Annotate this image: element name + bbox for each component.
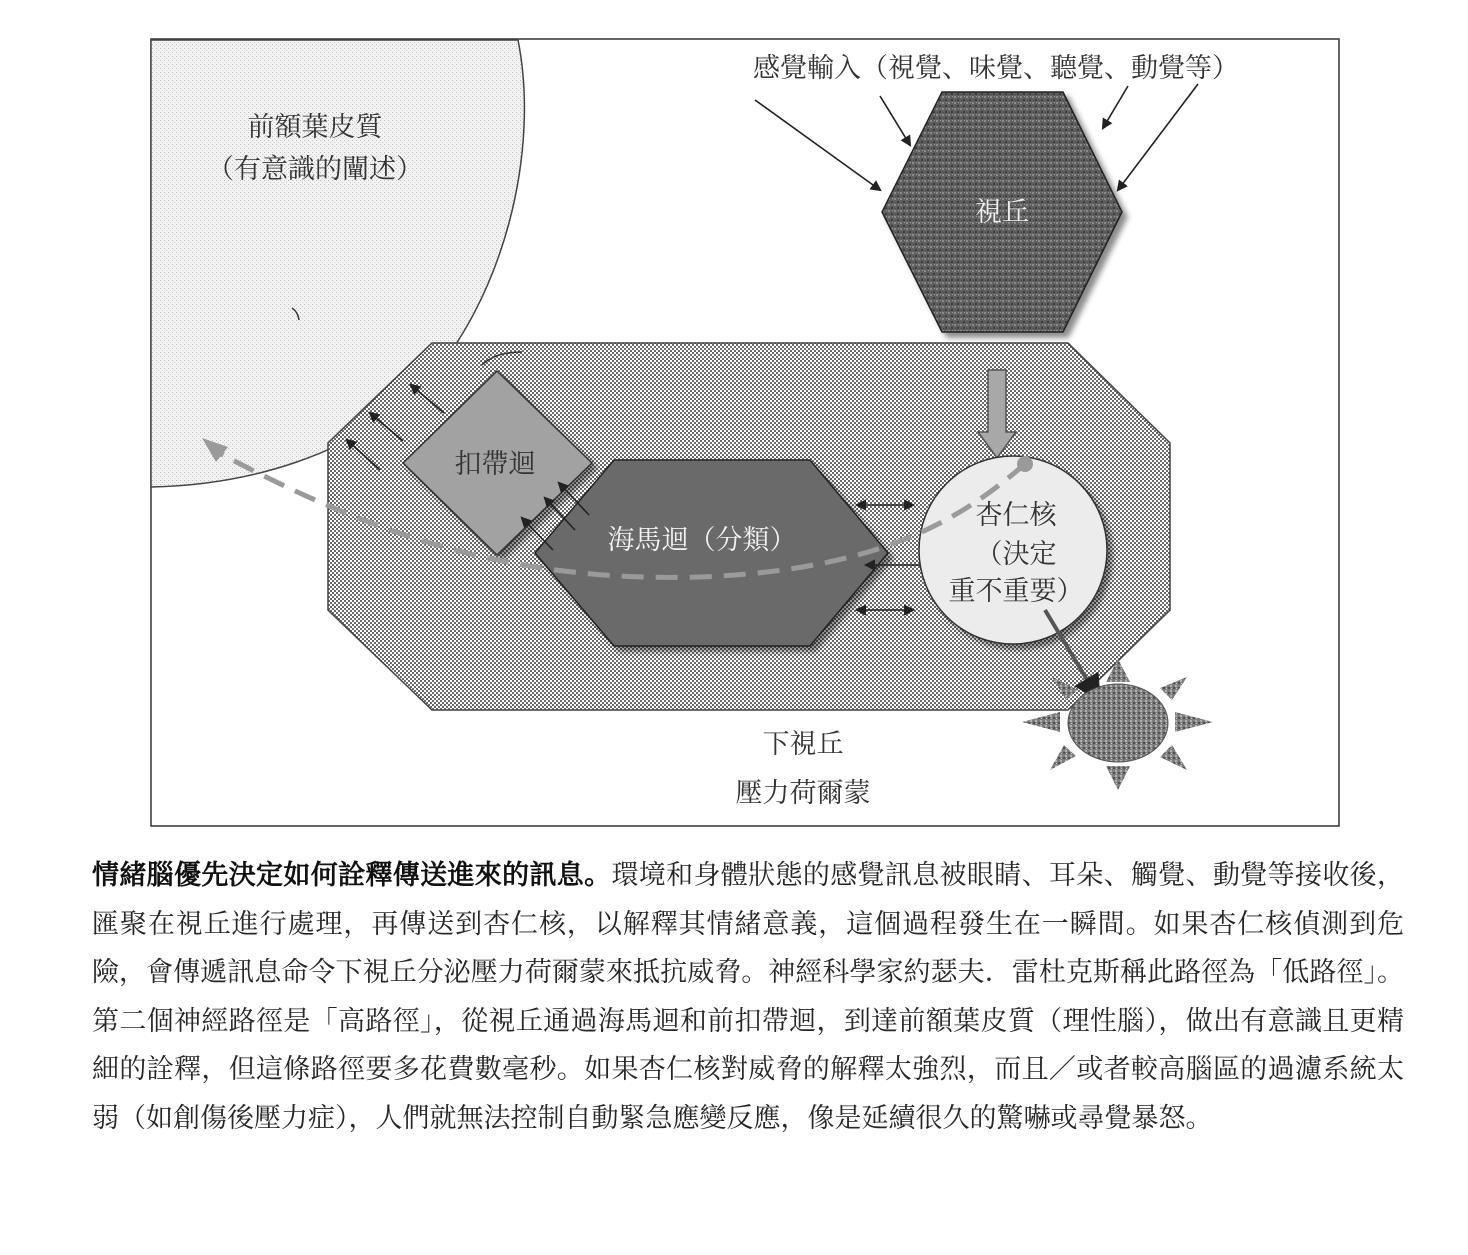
amygdala-label-line1: 杏仁核 bbox=[975, 500, 1057, 531]
thalamus-label: 視丘 bbox=[975, 197, 1029, 228]
cingulate-label: 扣帶迴 bbox=[454, 449, 536, 480]
caption-lead: 情緒腦優先決定如何詮釋傳送進來的訊息。 bbox=[92, 860, 612, 891]
prefrontal-cortex-subtitle: （有意識的闡述） bbox=[207, 154, 423, 185]
stress-hormone-label: 壓力荷爾蒙 bbox=[735, 778, 871, 809]
amygdala-label-line3: 重不重要） bbox=[948, 576, 1084, 607]
sensory-input-label: 感覺輸入（視覺、味覺、聽覺、動覺等） bbox=[753, 53, 1239, 84]
stress-core bbox=[1068, 684, 1168, 762]
hippocampus-label: 海馬迴（分類） bbox=[607, 525, 797, 556]
amygdala-label-line2: （決定 bbox=[975, 539, 1057, 570]
high-road-start-dot bbox=[1017, 456, 1033, 472]
prefrontal-cortex-title: 前額葉皮質 bbox=[247, 112, 383, 143]
hypothalamus-label: 下視丘 bbox=[762, 729, 844, 760]
caption-body: 環境和身體狀態的感覺訊息被眼睛、耳朵、觸覺、動覺等接收後，匯聚在視丘進行處理，再傳送到杏仁核，以解釋其情緒意義，這個過程發生在一瞬間。如果杏仁核偵測到危險，會傳遞訊息命令下視丘分泌壓力荷爾蒙來抵抗威脅。神經科學家約瑟夫．雷杜克斯稱此路徑為「低路徑」。第二個神經路徑是「高路徑」，從視丘通過海馬迴和前扣帶迴，到達前額葉皮質（理性腦），做出有意識且更精細的詮釋，但這條路徑要多花費數毫秒。如果杏仁核對威脅的解釋太強烈，而且／或者較高腦區的過濾系統太弱（如創傷後壓力症），人們就無法控制自動緊急應變反應，像是延續很久的驚嚇或尋覺暴怒。 bbox=[92, 860, 1404, 1134]
figure-caption bbox=[92, 852, 1404, 1143]
